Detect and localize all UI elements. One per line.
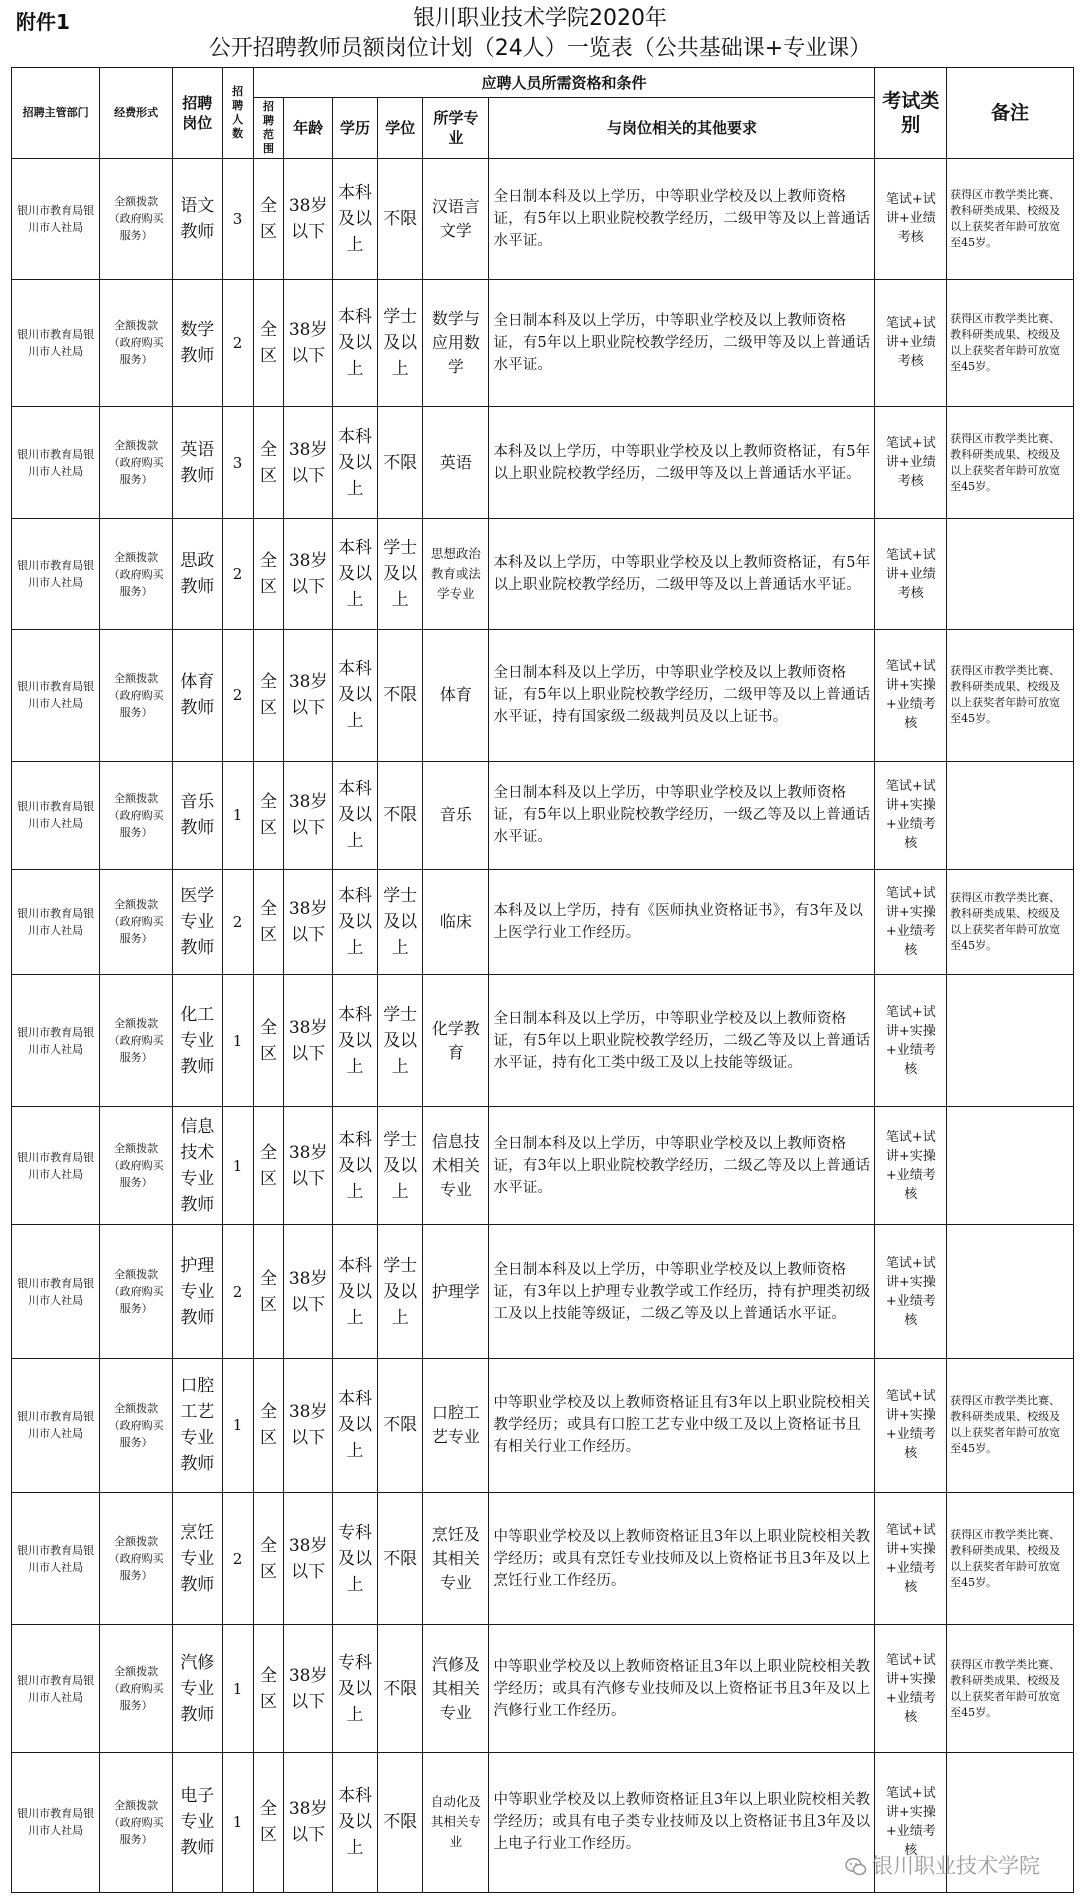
dept-cell: 银川市教育局银川市人社局 <box>12 869 100 975</box>
count-cell: 2 <box>222 279 253 406</box>
exam-type-cell: 笔试+试讲+实操+业绩考核 <box>875 1492 947 1625</box>
education-cell: 本科及以上 <box>332 630 377 762</box>
scope-cell: 全区 <box>253 630 284 762</box>
major-cell: 自动化及其相关专业 <box>423 1752 489 1892</box>
requirements-cell: 全日制本科及以上学历，中等职业学校及以上教师资格证，有5年以上职业院校教学经历，二级甲等及以上普通话水平证。 <box>489 159 875 280</box>
table-row <box>12 1106 1074 1225</box>
major-cell: 汽修及其相关专业 <box>423 1625 489 1752</box>
watermark <box>844 1850 1040 1880</box>
age-cell: 38岁以下 <box>284 1492 333 1625</box>
major-cell: 汉语言文学 <box>423 159 489 280</box>
dept-cell: 银川市教育局银川市人社局 <box>12 1625 100 1752</box>
requirements-cell: 本科及以上学历，中等职业学校及以上教师资格证，有5年以上职业院校教学经历，二级甲等及以上普通话水平证。 <box>489 407 875 519</box>
degree-cell: 不限 <box>378 1752 423 1892</box>
col-count: 招聘人数 <box>222 68 253 159</box>
note-cell <box>947 519 1074 630</box>
requirements-cell: 全日制本科及以上学历，中等职业学校及以上教师资格证，有5年以上职业院校教学经历，一级乙等及以上普通话水平证。 <box>489 761 875 869</box>
age-cell: 38岁以下 <box>284 1106 333 1225</box>
funding-cell: 全额拨款（政府购买服务） <box>100 1359 173 1493</box>
recruitment-table <box>11 67 1074 1893</box>
education-cell: 本科及以上 <box>332 1225 377 1359</box>
dept-cell: 银川市教育局银川市人社局 <box>12 1225 100 1359</box>
age-cell: 38岁以下 <box>284 407 333 519</box>
age-cell: 38岁以下 <box>284 159 333 280</box>
education-cell: 本科及以上 <box>332 761 377 869</box>
education-cell: 本科及以上 <box>332 1359 377 1493</box>
exam-type-cell: 笔试+试讲+业绩考核 <box>875 519 947 630</box>
major-cell: 思想政治教育或法学专业 <box>423 519 489 630</box>
scope-cell: 全区 <box>253 159 284 280</box>
scope-cell: 全区 <box>253 761 284 869</box>
education-cell: 本科及以上 <box>332 1106 377 1225</box>
degree-cell: 不限 <box>378 1492 423 1625</box>
count-cell: 1 <box>222 975 253 1107</box>
scope-cell: 全区 <box>253 1752 284 1892</box>
note-cell <box>947 1225 1074 1359</box>
scope-cell: 全区 <box>253 975 284 1107</box>
major-cell: 口腔工艺专业 <box>423 1359 489 1493</box>
col-note: 备注 <box>947 68 1074 159</box>
note-cell: 获得区市教学类比赛、教科研类成果、校级及以上获奖者年龄可放宽至45岁。 <box>947 1359 1074 1493</box>
major-cell: 音乐 <box>423 761 489 869</box>
major-cell: 体育 <box>423 630 489 762</box>
note-cell: 获得区市教学类比赛、教科研类成果、校级及以上获奖者年龄可放宽至45岁。 <box>947 869 1074 975</box>
scope-cell: 全区 <box>253 519 284 630</box>
note-cell: 获得区市教学类比赛、教科研类成果、校级及以上获奖者年龄可放宽至45岁。 <box>947 407 1074 519</box>
dept-cell: 银川市教育局银川市人社局 <box>12 1752 100 1892</box>
degree-cell: 学士及以上 <box>378 1106 423 1225</box>
age-cell: 38岁以下 <box>284 761 333 869</box>
dept-cell: 银川市教育局银川市人社局 <box>12 159 100 280</box>
position-cell: 思政教师 <box>173 519 223 630</box>
table-row <box>12 869 1074 975</box>
requirements-cell: 中等职业学校及以上教师资格证且3年以上职业院校相关教学经历；或具有电子类专业技师及以上资格证书且3年及以上电子行业工作经历。 <box>489 1752 875 1892</box>
count-cell: 1 <box>222 1752 253 1892</box>
exam-type-cell: 笔试+试讲+实操+业绩考核 <box>875 869 947 975</box>
requirements-cell: 全日制本科及以上学历，中等职业学校及以上教师资格证，有5年以上职业院校教学经历，二级甲等及以上普通话水平证，持有国家级二级裁判员及以上证书。 <box>489 630 875 762</box>
count-cell: 1 <box>222 1625 253 1752</box>
document-title: 银川职业技术学院2020年 <box>413 6 667 31</box>
funding-cell: 全额拨款（政府购买服务） <box>100 1492 173 1625</box>
position-cell: 音乐教师 <box>173 761 223 869</box>
age-cell: 38岁以下 <box>284 1359 333 1493</box>
education-cell: 本科及以上 <box>332 1752 377 1892</box>
age-cell: 38岁以下 <box>284 279 333 406</box>
dept-cell: 银川市教育局银川市人社局 <box>12 761 100 869</box>
position-cell: 英语教师 <box>173 407 223 519</box>
degree-cell: 学士及以上 <box>378 1225 423 1359</box>
note-cell: 获得区市教学类比赛、教科研类成果、校级及以上获奖者年龄可放宽至45岁。 <box>947 279 1074 406</box>
col-dept: 招聘主管部门 <box>12 68 100 159</box>
dept-cell: 银川市教育局银川市人社局 <box>12 975 100 1107</box>
exam-type-cell: 笔试+试讲+业绩考核 <box>875 407 947 519</box>
position-cell: 医学专业教师 <box>173 869 223 975</box>
note-cell: 获得区市教学类比赛、教科研类成果、校级及以上获奖者年龄可放宽至45岁。 <box>947 159 1074 280</box>
funding-cell: 全额拨款（政府购买服务） <box>100 519 173 630</box>
dept-cell: 银川市教育局银川市人社局 <box>12 1106 100 1225</box>
scope-cell: 全区 <box>253 279 284 406</box>
major-cell: 化学教育 <box>423 975 489 1107</box>
col-qualifications-group: 应聘人员所需资格和条件 <box>253 68 875 98</box>
table-row <box>12 1625 1074 1752</box>
degree-cell: 学士及以上 <box>378 279 423 406</box>
dept-cell: 银川市教育局银川市人社局 <box>12 519 100 630</box>
degree-cell: 不限 <box>378 159 423 280</box>
degree-cell: 不限 <box>378 1359 423 1493</box>
watermark-text: 银川职业技术学院 <box>872 1854 1040 1878</box>
col-degree: 学位 <box>378 98 423 159</box>
col-other: 与岗位相关的其他要求 <box>489 98 875 159</box>
degree-cell: 学士及以上 <box>378 519 423 630</box>
age-cell: 38岁以下 <box>284 519 333 630</box>
exam-type-cell: 笔试+试讲+实操+业绩考核 <box>875 1225 947 1359</box>
education-cell: 本科及以上 <box>332 975 377 1107</box>
table-row <box>12 279 1074 406</box>
major-cell: 信息技术相关专业 <box>423 1106 489 1225</box>
note-cell: 获得区市教学类比赛、教科研类成果、校级及以上获奖者年龄可放宽至45岁。 <box>947 630 1074 762</box>
funding-cell: 全额拨款（政府购买服务） <box>100 1625 173 1752</box>
requirements-cell: 全日制本科及以上学历，中等职业学校及以上教师资格证，有5年以上职业院校教学经历，二级甲等及以上普通话水平证。 <box>489 279 875 406</box>
exam-type-cell: 笔试+试讲+业绩考核 <box>875 159 947 280</box>
education-cell: 本科及以上 <box>332 869 377 975</box>
dept-cell: 银川市教育局银川市人社局 <box>12 1359 100 1493</box>
scope-cell: 全区 <box>253 1106 284 1225</box>
dept-cell: 银川市教育局银川市人社局 <box>12 407 100 519</box>
dept-cell: 银川市教育局银川市人社局 <box>12 1492 100 1625</box>
col-funding: 经费形式 <box>100 68 173 159</box>
position-cell: 信息技术专业教师 <box>173 1106 223 1225</box>
degree-cell: 不限 <box>378 1625 423 1752</box>
age-cell: 38岁以下 <box>284 1752 333 1892</box>
education-cell: 本科及以上 <box>332 407 377 519</box>
col-education: 学历 <box>332 98 377 159</box>
count-cell: 3 <box>222 159 253 280</box>
note-cell: 获得区市教学类比赛、教科研类成果、校级及以上获奖者年龄可放宽至45岁。 <box>947 1625 1074 1752</box>
requirements-cell: 中等职业学校及以上教师资格证且3年以上职业院校相关教学经历；或具有汽修专业技师及以上资格证书且3年及以上汽修行业工作经历。 <box>489 1625 875 1752</box>
major-cell: 护理学 <box>423 1225 489 1359</box>
table-row <box>12 761 1074 869</box>
requirements-cell: 本科及以上学历，持有《医师执业资格证书》，有3年及以上医学行业工作经历。 <box>489 869 875 975</box>
education-cell: 本科及以上 <box>332 159 377 280</box>
table-row <box>12 630 1074 762</box>
funding-cell: 全额拨款（政府购买服务） <box>100 1225 173 1359</box>
count-cell: 2 <box>222 1492 253 1625</box>
count-cell: 2 <box>222 1225 253 1359</box>
age-cell: 38岁以下 <box>284 1625 333 1752</box>
funding-cell: 全额拨款（政府购买服务） <box>100 1752 173 1892</box>
scope-cell: 全区 <box>253 1225 284 1359</box>
attachment-label: 附件1 <box>16 10 70 34</box>
position-cell: 体育教师 <box>173 630 223 762</box>
requirements-cell: 本科及以上学历，中等职业学校及以上教师资格证，有5年以上职业院校教学经历，二级甲等及以上普通话水平证。 <box>489 519 875 630</box>
count-cell: 1 <box>222 761 253 869</box>
degree-cell: 不限 <box>378 630 423 762</box>
exam-type-cell: 笔试+试讲+实操+业绩考核 <box>875 1625 947 1752</box>
funding-cell: 全额拨款（政府购买服务） <box>100 279 173 406</box>
scope-cell: 全区 <box>253 869 284 975</box>
degree-cell: 学士及以上 <box>378 975 423 1107</box>
count-cell: 2 <box>222 519 253 630</box>
funding-cell: 全额拨款（政府购买服务） <box>100 159 173 280</box>
table-row <box>12 1359 1074 1493</box>
exam-type-cell: 笔试+试讲+业绩考核 <box>875 279 947 406</box>
exam-type-cell: 笔试+试讲+实操+业绩考核 <box>875 975 947 1107</box>
position-cell: 电子专业教师 <box>173 1752 223 1892</box>
age-cell: 38岁以下 <box>284 630 333 762</box>
exam-type-cell: 笔试+试讲+实操+业绩考核 <box>875 630 947 762</box>
note-cell <box>947 1106 1074 1225</box>
position-cell: 汽修专业教师 <box>173 1625 223 1752</box>
dept-cell: 银川市教育局银川市人社局 <box>12 279 100 406</box>
scope-cell: 全区 <box>253 1492 284 1625</box>
degree-cell: 不限 <box>378 407 423 519</box>
major-cell: 英语 <box>423 407 489 519</box>
funding-cell: 全额拨款（政府购买服务） <box>100 630 173 762</box>
exam-type-cell: 笔试+试讲+实操+业绩考核 <box>875 1106 947 1225</box>
education-cell: 专科及以上 <box>332 1492 377 1625</box>
position-cell: 护理专业教师 <box>173 1225 223 1359</box>
dept-cell: 银川市教育局银川市人社局 <box>12 630 100 762</box>
requirements-cell: 全日制本科及以上学历，中等职业学校及以上教师资格证，有3年以上护理专业教学或工作经历，持有护理类初级工及以上技能等级证，二级乙等及以上普通话水平证。 <box>489 1225 875 1359</box>
count-cell: 2 <box>222 630 253 762</box>
requirements-cell: 全日制本科及以上学历，中等职业学校及以上教师资格证，有3年以上职业院校教学经历，二级乙等及以上普通话水平证。 <box>489 1106 875 1225</box>
requirements-cell: 中等职业学校及以上教师资格证且有3年以上职业院校相关教学经历；或具有口腔工艺专业中级工及以上资格证书且有相关行业工作经历。 <box>489 1359 875 1493</box>
count-cell: 3 <box>222 407 253 519</box>
degree-cell: 学士及以上 <box>378 869 423 975</box>
major-cell: 临床 <box>423 869 489 975</box>
table-row <box>12 1492 1074 1625</box>
wechat-icon <box>844 1855 868 1879</box>
requirements-cell: 中等职业学校及以上教师资格证且3年以上职业院校相关教学经历；或具有烹饪专业技师及以上资格证书且3年及以上烹饪行业工作经历。 <box>489 1492 875 1625</box>
major-cell: 烹饪及其相关专业 <box>423 1492 489 1625</box>
funding-cell: 全额拨款（政府购买服务） <box>100 975 173 1107</box>
table-row <box>12 1225 1074 1359</box>
position-cell: 烹饪专业教师 <box>173 1492 223 1625</box>
col-major: 所学专业 <box>423 98 489 159</box>
count-cell: 1 <box>222 1106 253 1225</box>
education-cell: 本科及以上 <box>332 279 377 406</box>
col-age: 年龄 <box>284 98 333 159</box>
scope-cell: 全区 <box>253 407 284 519</box>
major-cell: 数学与应用数学 <box>423 279 489 406</box>
table-row <box>12 159 1074 280</box>
note-cell: 获得区市教学类比赛、教科研类成果、校级及以上获奖者年龄可放宽至45岁。 <box>947 1492 1074 1625</box>
exam-type-cell: 笔试+试讲+实操+业绩考核 <box>875 1752 947 1892</box>
scope-cell: 全区 <box>253 1625 284 1752</box>
table-header <box>12 68 1074 159</box>
age-cell: 38岁以下 <box>284 1225 333 1359</box>
col-scope: 招聘范围 <box>253 98 284 159</box>
age-cell: 38岁以下 <box>284 869 333 975</box>
position-cell: 口腔工艺专业教师 <box>173 1359 223 1493</box>
table-row <box>12 975 1074 1107</box>
requirements-cell: 全日制本科及以上学历，中等职业学校及以上教师资格证，有5年以上职业院校教学经历，二级乙等及以上普通话水平证，持有化工类中级工及以上技能等级证。 <box>489 975 875 1107</box>
exam-type-cell: 笔试+试讲+实操+业绩考核 <box>875 1359 947 1493</box>
scope-cell: 全区 <box>253 1359 284 1493</box>
note-cell <box>947 761 1074 869</box>
note-cell <box>947 975 1074 1107</box>
document-subtitle: 公开招聘教师员额岗位计划（24人）一览表（公共基础课+专业课） <box>208 36 872 61</box>
degree-cell: 不限 <box>378 761 423 869</box>
funding-cell: 全额拨款（政府购买服务） <box>100 407 173 519</box>
table-row <box>12 519 1074 630</box>
position-cell: 语文教师 <box>173 159 223 280</box>
table-row <box>12 407 1074 519</box>
count-cell: 2 <box>222 869 253 975</box>
education-cell: 专科及以上 <box>332 1625 377 1752</box>
col-position: 招聘岗位 <box>173 68 223 159</box>
funding-cell: 全额拨款（政府购买服务） <box>100 1106 173 1225</box>
age-cell: 38岁以下 <box>284 975 333 1107</box>
col-exam: 考试类别 <box>875 68 947 159</box>
position-cell: 数学教师 <box>173 279 223 406</box>
exam-type-cell: 笔试+试讲+实操+业绩考核 <box>875 761 947 869</box>
education-cell: 本科及以上 <box>332 519 377 630</box>
funding-cell: 全额拨款（政府购买服务） <box>100 869 173 975</box>
position-cell: 化工专业教师 <box>173 975 223 1107</box>
funding-cell: 全额拨款（政府购买服务） <box>100 761 173 869</box>
count-cell: 1 <box>222 1359 253 1493</box>
